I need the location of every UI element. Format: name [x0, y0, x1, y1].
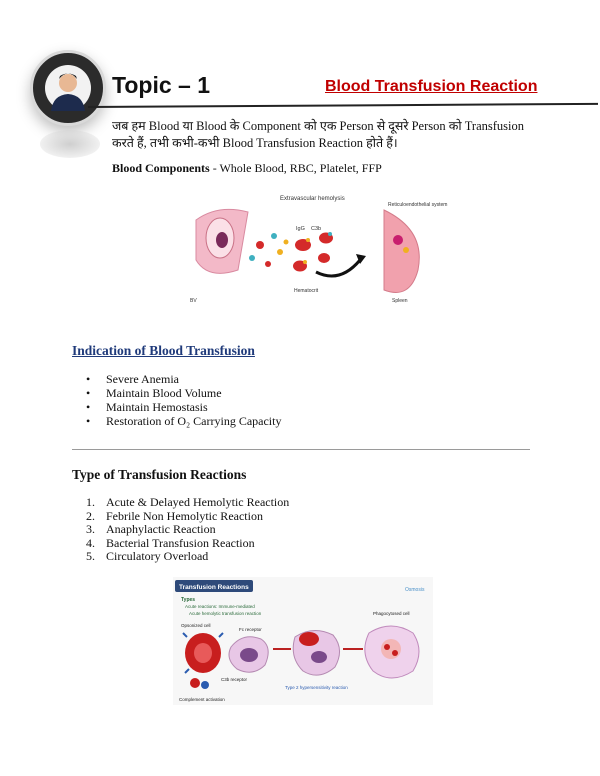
fig2-line1: Acute reactions: Immune-mediated: [185, 604, 255, 609]
fig2-label-fc: Fc receptor: [239, 627, 262, 632]
extravascular-hemolysis-figure: [188, 190, 448, 308]
types-list: [86, 496, 289, 564]
list-item: [86, 523, 289, 537]
engulfing-macrophage: [293, 630, 339, 675]
list-item: • Maintain Blood Volume: [86, 386, 281, 400]
fig2-brand: Osmosis: [405, 587, 425, 593]
list-number: 5.: [86, 549, 95, 563]
spleen-shape: [384, 210, 419, 293]
fig2-label-phago: Phagocytosed cell: [373, 611, 410, 616]
fig1-label-c3b: C3b: [311, 226, 322, 232]
fig1-label-spleen: Spleen: [392, 298, 408, 304]
list-item: • Restoration of O₂ Carrying Capacity: [86, 414, 281, 428]
indication-heading: Indication of Blood Transfusion: [72, 343, 255, 358]
list-item: [86, 537, 289, 551]
list-text: Circulatory Overload: [106, 549, 209, 563]
avatar-portrait: [45, 65, 91, 111]
types-heading: Type of Transfusion Reactions: [72, 467, 247, 482]
list-item: [86, 510, 289, 524]
header-divider: [88, 103, 598, 108]
blood-vessel: [196, 209, 248, 273]
list-item: • Maintain Hemostasis: [86, 400, 281, 414]
fig2-label-complement: Complement activation: [179, 697, 225, 702]
intro-paragraph: जब हम Blood या Blood के Component को एक Person से दूसरे Person को Transfusion करते हैं, तभी कभी-कभी Blood Transfusion Reaction होते हैं।: [112, 119, 524, 150]
section-divider: [72, 449, 530, 450]
topic-title: Topic – 1: [112, 72, 210, 98]
coated-rbcs: [293, 232, 333, 272]
fig1-label-igg: IgG: [296, 226, 305, 232]
author-avatar: [45, 65, 91, 111]
list-number: 2.: [86, 508, 95, 523]
transfusion-reactions-figure: [173, 577, 433, 705]
phagocyte-with-rbc: [365, 626, 419, 678]
list-item: • Severe Anemia: [86, 372, 281, 386]
logo-shadow: [40, 130, 100, 158]
fig1-label-bv: BV: [190, 298, 197, 304]
fig2-label-type2: Type 2 hypersensitivity reaction: [285, 685, 348, 690]
fig2-banner-text: Transfusion Reactions: [179, 584, 249, 591]
list-text: Bacterial Transfusion Reaction: [106, 535, 255, 550]
fig1-label-res: Reticuloendothelial system: [388, 202, 448, 208]
blood-components-label: Blood Components: [112, 161, 210, 175]
indication-list: [86, 372, 281, 428]
fig2-label-c3b: C3b receptor: [221, 677, 248, 682]
list-text: Febrile Non Hemolytic Reaction: [106, 508, 263, 523]
fig2-types-label: Types: [181, 597, 196, 603]
list-number: 3.: [86, 522, 95, 536]
topic-name: Blood Transfusion Reaction: [325, 78, 538, 95]
fig1-title: Extravascular hemolysis: [280, 196, 345, 202]
list-text: Acute & Delayed Hemolytic Reaction: [106, 495, 290, 509]
antibody-cluster: [249, 233, 289, 267]
list-item: [86, 550, 289, 564]
list-number: 4.: [86, 535, 95, 550]
fig1-label-hematocrit: Hematocrit: [294, 288, 319, 294]
list-item: [86, 496, 289, 510]
blood-components-line: [112, 161, 382, 176]
fig2-line2: Acute hemolytic transfusion reaction: [189, 611, 262, 616]
fig2-label-opsonized: Opsonized cell: [181, 623, 211, 628]
list-text: Anaphylactic Reaction: [106, 522, 216, 536]
blood-components-value: - Whole Blood, RBC, Platelet, FFP: [209, 161, 382, 175]
author-logo: [30, 50, 106, 126]
list-number: 1.: [86, 495, 95, 509]
